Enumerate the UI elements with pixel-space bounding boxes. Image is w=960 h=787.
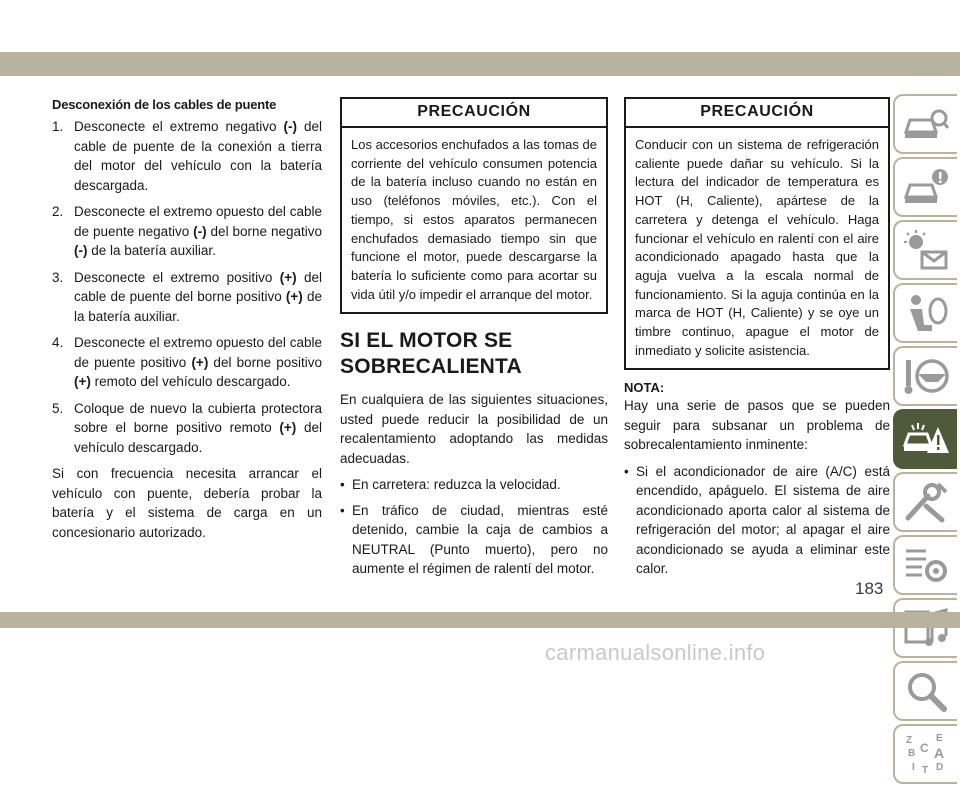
bottom-band: [0, 612, 960, 628]
car-search-icon: [902, 102, 950, 146]
tab-car-info[interactable]: [893, 157, 957, 217]
tab-steering-wheel[interactable]: [893, 346, 957, 406]
column-left: [52, 97, 322, 549]
chapter-tabs: [893, 94, 957, 787]
note-text: Hay una serie de pasos que se pueden seguir para subsanar un problema de sobrecalentamiento inminente:: [624, 398, 890, 453]
alphabet-index-icon: [902, 732, 950, 776]
tab-alphabet-index[interactable]: [893, 724, 957, 784]
caution-box: [340, 97, 608, 314]
closing-paragraph: Si con frecuencia necesita arrancar el vehículo con puente, debería probar la batería y el sistema de carga en un concesionario autorizado.: [52, 466, 322, 540]
svg-text:I: I: [912, 762, 915, 773]
tab-car-hazard[interactable]: [893, 409, 957, 469]
top-band: [0, 52, 960, 76]
airbag-child-seat-icon: [902, 291, 950, 335]
tab-wrench-tools[interactable]: [893, 472, 957, 532]
caution-body: Conducir con un sistema de refrigeración caliente puede dañar su vehículo. Si la lectura del indicador de temperatura es HOT (H, Caliente), apártese de la carretera y detenga el vehículo. Haga funcionar el vehículo en ralentí con el aire acondicionado apagado hasta que la aguja vuelva a la escala normal de funcionamiento. Si la aguja continúa en la marca de HOT (H, Caliente) y se oye un timbre continuo, apague el motor de inmediato y solicite asistencia.: [635, 137, 879, 358]
list-item: • Si el acondicionador de aire (A/C) está encendido, apáguelo. El sistema de aire acondicionado aporta calor al sistema de refrigeración del motor; al apagar el aire acondicionado se ayuda a eliminar este calor.: [624, 463, 890, 577]
tab-search[interactable]: [893, 661, 957, 721]
tab-airbag-child-seat[interactable]: [893, 283, 957, 343]
svg-text:A: A: [934, 745, 945, 761]
page-number: 183: [855, 579, 884, 598]
tab-multimedia[interactable]: [893, 598, 957, 658]
watermark: carmanualsonline.info: [545, 640, 766, 665]
svg-text:B: B: [908, 748, 916, 759]
caution-title: PRECAUCIÓN: [626, 99, 888, 128]
section-intro: En cualquiera de las siguientes situaciones, usted puede reducir la posibilidad de un recalentamiento adoptando las medidas adecuadas.: [340, 392, 608, 466]
caution-box: [624, 97, 890, 370]
step-item: 5. Coloque de nuevo la cubierta protectora sobre el borne positivo remoto (+) del vehículo descargado.: [52, 400, 322, 455]
dashboard-warning-icon: [902, 228, 950, 272]
car-info-icon: [902, 165, 950, 209]
svg-text:D: D: [936, 762, 944, 773]
tab-specifications[interactable]: [893, 535, 957, 595]
column-middle: [340, 97, 608, 585]
svg-text:T: T: [922, 765, 929, 776]
list-item: • En tráfico de ciudad, mientras esté detenido, cambie la caja de cambios a NEUTRAL (Punto muerto), pero no aumente el régimen de ralentí del motor.: [340, 502, 608, 577]
car-hazard-icon: [902, 417, 950, 461]
svg-text:C: C: [920, 741, 929, 755]
specifications-gear-icon: [902, 543, 950, 587]
steering-wheel-icon: [902, 354, 950, 398]
magnifier-icon: [902, 669, 950, 713]
step-item: 4. Desconecte el extremo opuesto del cable de puente positivo (+) del borne positivo (+) remoto del vehículo descargado.: [52, 335, 322, 389]
svg-text:Z: Z: [906, 735, 913, 746]
step-item: 1. Desconecte el extremo negativo (-) del cable de puente de la conexión a tierra del motor del vehículo con la batería descargada.: [52, 119, 322, 193]
caution-body: Los accesorios enchufados a las tomas de corriente del vehículo consumen potencia de la batería incluso cuando no están en uso (teléfonos móviles, etc.). Con el tiempo, si estos aparatos permanecen enchufados demasiado tiempo sin que funcione el motor, puede descargarse la batería lo suficiente como para acortar su vida útil y/o impedir el arranque del motor.: [351, 137, 597, 302]
column-right: [624, 97, 890, 585]
section-subheading: Desconexión de los cables de puente: [52, 97, 277, 112]
tab-dashboard-warning[interactable]: [893, 220, 957, 280]
list-item: • En carretera: reduzca la velocidad.: [340, 477, 561, 493]
step-item: 3. Desconecte el extremo positivo (+) del cable de puente del borne positivo (+) de la batería auxiliar.: [52, 269, 322, 324]
note-label: NOTA:: [624, 380, 665, 396]
svg-text:E: E: [936, 733, 943, 744]
step-item: 2. Desconecte el extremo opuesto del cable de puente negativo (-) del borne negativo (-) de la batería auxiliar.: [52, 204, 322, 258]
wrench-tools-icon: [902, 480, 950, 524]
tab-car-search[interactable]: [893, 94, 957, 154]
caution-title: PRECAUCIÓN: [342, 99, 606, 128]
section-title: SI EL MOTOR SE SOBRECALIENTA: [340, 329, 522, 379]
